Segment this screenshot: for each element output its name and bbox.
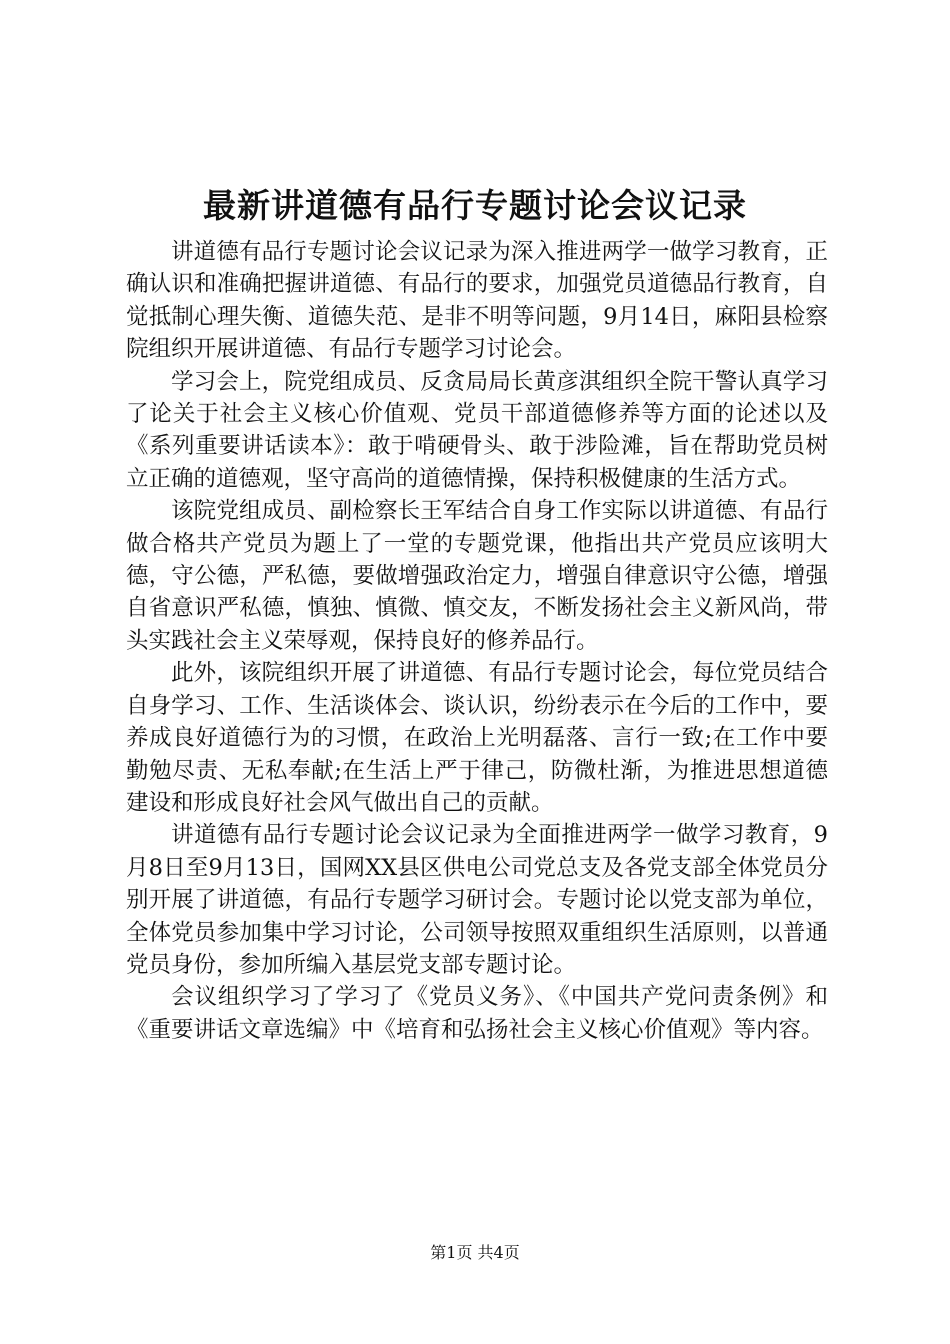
document-title: 最新讲道德有品行专题讨论会议记录 bbox=[203, 186, 747, 225]
page-number-footer: 第1页 共4页 bbox=[430, 1243, 520, 1262]
paragraph: 此外，该院组织开展了讲道德、有品行专题讨论会，每位党员结合自身学习、工作、生活谈体会、谈认识，纷纷表示在今后的工作中，要养成良好道德行为的习惯，在政治上光明磊落、言行一致;在工作中要勤勉尽责、无私奉献;在生活上严于律己，防微杜渐，为推进思想道德建设和形成良好社会风气做出自己的贡献。 bbox=[126, 660, 828, 816]
paragraph: 该院党组成员、副检察长王军结合自身工作实际以讲道德、有品行做合格共产党员为题上了一堂的专题党课，他指出共产党员应该明大德，守公德，严私德，要做增强政治定力，增强自律意识守公德，增强自省意识严私德，慎独、慎微、慎交友，不断发扬社会主义新风尚，带头实践社会主义荣辱观，保持良好的修养品行。 bbox=[126, 498, 828, 654]
paragraph: 会议组织学习了学习了《党员义务》、《中国共产党问责条例》和《重要讲话文章选编》中《培育和弘扬社会主义核心价值观》等内容。 bbox=[126, 984, 828, 1043]
document-body bbox=[126, 236, 828, 1046]
paragraph: 讲道德有品行专题讨论会议记录为全面推进两学一做学习教育，9月8日至9月13日，国网XX县区供电公司党总支及各党支部全体党员分别开展了讲道德，有品行专题学习研讨会。专题讨论以党支部为单位，全体党员参加集中学习讨论，公司领导按照双重组织生活原则，以普通党员身份，参加所编入基层党支部专题讨论。 bbox=[126, 822, 828, 978]
paragraph: 学习会上，院党组成员、反贪局局长黄彦淇组织全院干警认真学习了论关于社会主义核心价值观、党员干部道德修养等方面的论述以及《系列重要讲话读本》：敢于啃硬骨头、敢于涉险滩，旨在帮助党员树立正确的道德观，坚守高尚的道德情操，保持积极健康的生活方式。 bbox=[126, 368, 828, 492]
paragraph: 讲道德有品行专题讨论会议记录为深入推进两学一做学习教育，正确认识和准确把握讲道德、有品行的要求，加强党员道德品行教育，自觉抵制心理失衡、道德失范、是非不明等问题，9月14日，麻阳县检察院组织开展讲道德、有品行专题学习讨论会。 bbox=[126, 239, 828, 363]
